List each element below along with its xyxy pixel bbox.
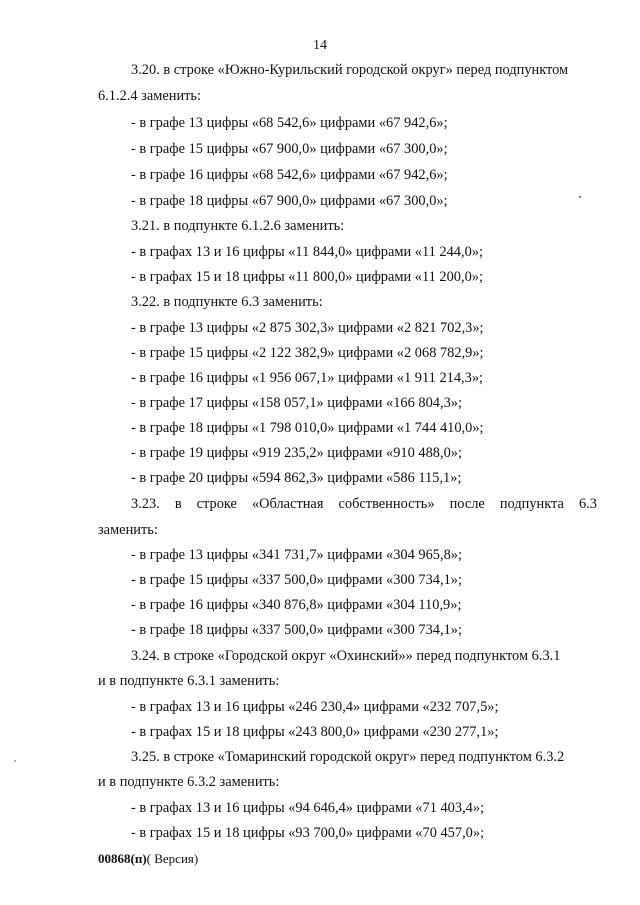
section-3-23-heading <box>131 495 597 513</box>
list-item: - в графе 15 цифры «337 500,0» цифрами «300 734,1»; <box>131 572 462 588</box>
list-item: - в графе 13 цифры «68 542,6» цифрами «67 942,6»; <box>131 115 448 131</box>
scan-speck <box>14 760 16 762</box>
scan-speck <box>579 196 581 198</box>
section-3-24-heading: 3.24. в строке «Городской округ «Охинский»» перед подпунктом 6.3.1 <box>131 648 561 664</box>
list-item: - в графе 17 цифры «158 057,1» цифрами «166 804,3»; <box>131 395 462 411</box>
document-footer <box>98 851 198 867</box>
list-item: - в графах 15 и 18 цифры «11 800,0» цифрами «11 200,0»; <box>131 269 483 285</box>
page-number: 14 <box>313 38 327 53</box>
section-3-25-heading-cont: и в подпункте 6.3.2 заменить: <box>98 774 280 790</box>
list-item: - в графе 20 цифры «594 862,3» цифрами «586 115,1»; <box>131 470 462 486</box>
document-code: 00868(п) <box>98 851 147 866</box>
list-item: - в графе 18 цифры «1 798 010,0» цифрами «1 744 410,0»; <box>131 420 484 436</box>
heading-word: 6.3 <box>578 496 597 512</box>
heading-word: собственность» <box>338 496 435 512</box>
list-item: - в графе 16 цифры «68 542,6» цифрами «67 942,6»; <box>131 167 448 183</box>
heading-word: после <box>449 496 485 512</box>
list-item: - в графе 16 цифры «340 876,8» цифрами «304 110,9»; <box>131 597 462 613</box>
list-item: - в графе 13 цифры «2 875 302,3» цифрами «2 821 702,3»; <box>131 320 484 336</box>
list-item: - в графе 18 цифры «337 500,0» цифрами «300 734,1»; <box>131 622 462 638</box>
list-item: - в графе 15 цифры «67 900,0» цифрами «67 300,0»; <box>131 141 448 157</box>
list-item: - в графах 13 и 16 цифры «94 646,4» цифрами «71 403,4»; <box>131 800 485 816</box>
list-item: - в графах 15 и 18 цифры «93 700,0» цифрами «70 457,0»; <box>131 825 485 841</box>
heading-word: строке <box>196 496 237 512</box>
section-3-20-heading: 3.20. в строке «Южно-Курильский городской округ» перед подпунктом <box>131 62 569 78</box>
list-item: - в графе 18 цифры «67 900,0» цифрами «67 300,0»; <box>131 193 448 209</box>
heading-word: 3.23. <box>131 496 160 512</box>
heading-word: подпункта <box>499 496 564 512</box>
section-3-21-heading: 3.21. в подпункте 6.1.2.6 заменить: <box>131 218 345 234</box>
section-3-23-heading-cont: заменить: <box>98 522 158 538</box>
list-item: - в графе 13 цифры «341 731,7» цифрами «304 965,8»; <box>131 547 462 563</box>
list-item: - в графе 19 цифры «919 235,2» цифрами «910 488,0»; <box>131 445 462 461</box>
section-3-22-heading: 3.22. в подпункте 6.3 заменить: <box>131 294 323 310</box>
section-3-20-heading-cont: 6.1.2.4 заменить: <box>98 88 201 104</box>
version-label: ( Версия) <box>146 851 199 866</box>
section-3-24-heading-cont: и в подпункте 6.3.1 заменить: <box>98 673 280 689</box>
list-item: - в графе 15 цифры «2 122 382,9» цифрами «2 068 782,9»; <box>131 345 484 361</box>
heading-word: «Областная <box>251 496 324 512</box>
list-item: - в графе 16 цифры «1 956 067,1» цифрами «1 911 214,3»; <box>131 370 484 386</box>
heading-word: в <box>174 496 182 512</box>
list-item: - в графах 13 и 16 цифры «11 844,0» цифрами «11 244,0»; <box>131 244 483 260</box>
list-item: - в графах 13 и 16 цифры «246 230,4» цифрами «232 707,5»; <box>131 699 499 715</box>
list-item: - в графах 15 и 18 цифры «243 800,0» цифрами «230 277,1»; <box>131 724 499 740</box>
section-3-25-heading: 3.25. в строке «Томаринский городской округ» перед подпунктом 6.3.2 <box>131 749 565 765</box>
